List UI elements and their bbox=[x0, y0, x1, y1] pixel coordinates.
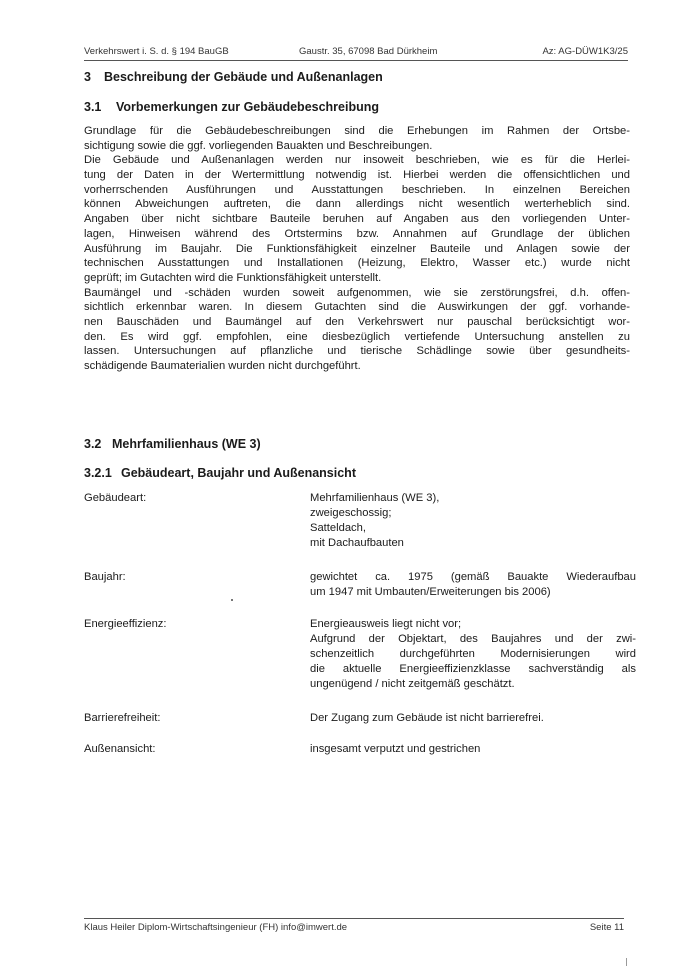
value-line: die aktuelle Energieeffizienzklasse sachverständig als bbox=[310, 663, 636, 675]
exterior-label: Außenansicht: bbox=[84, 743, 156, 755]
paragraph-line: geprüft; im Gutachten wird die Funktionsfähigkeit unterstellt. bbox=[84, 271, 382, 284]
section-3-number: 3 bbox=[84, 70, 91, 84]
accessibility-label: Barrierefreiheit: bbox=[84, 712, 161, 724]
building-type-value bbox=[310, 491, 636, 551]
exterior-value bbox=[310, 742, 636, 757]
value-line: mit Dachaufbauten bbox=[310, 537, 404, 549]
value-line: Der Zugang zum Gebäude ist nicht barrierefrei. bbox=[310, 712, 544, 724]
value-line: schenzeitlich durchgeführten Modernisierungen wird bbox=[310, 648, 636, 660]
section-3-2-heading bbox=[84, 437, 261, 451]
page-header bbox=[84, 44, 628, 61]
section-3-1-heading bbox=[84, 100, 379, 114]
page-footer bbox=[84, 918, 624, 933]
paragraph-line: Ausführung im Baujahr. Die Funktionsfähigkeit einzelner Bauteile und Anlagen sowie der bbox=[84, 242, 630, 255]
year-built-value bbox=[310, 570, 636, 600]
paragraph-line: schädigende Baumaterialien wurden nicht durchgeführt. bbox=[84, 360, 361, 372]
paragraph-line: Baumängel und -schäden wurden soweit aufgenommen, wie sie zerstörungsfrei, d.h. offen- bbox=[84, 286, 630, 299]
value-line: Satteldach, bbox=[310, 522, 366, 534]
energy-efficiency-value bbox=[310, 617, 636, 692]
building-type-label: Gebäudeart: bbox=[84, 492, 147, 504]
value-line: Aufgrund der Objektart, des Baujahres und der zwi- bbox=[310, 633, 636, 645]
section-3-2-1-title: Gebäudeart, Baujahr und Außenansicht bbox=[121, 466, 356, 480]
value-line: Mehrfamilienhaus (WE 3), bbox=[310, 492, 440, 504]
value-line: um 1947 mit Umbauten/Erweiterungen bis 2006) bbox=[310, 586, 551, 598]
paragraph-line: nen Bauschäden und Baumängel auf den Verkehrswert nur pauschal berücksichtigt wor- bbox=[84, 315, 630, 328]
paragraph-line: technischen Ausstattungen und Installationen (Heizung, Elektro, Wasser etc.) wurde nicht bbox=[84, 257, 630, 270]
section-3-1-number: 3.1 bbox=[84, 100, 102, 114]
accessibility-value bbox=[310, 711, 636, 726]
paragraph-line: Angaben über nicht sichtbare Bauteile beruhen auf Angaben aus den vorliegenden Unter- bbox=[84, 213, 630, 226]
footer-page-number: Seite 11 bbox=[589, 922, 624, 933]
section-3-2-1-heading bbox=[84, 466, 356, 480]
preliminary-remarks-paragraph bbox=[84, 124, 630, 374]
header-left-text: Verkehrswert i. S. d. § 194 BauGB bbox=[84, 46, 229, 57]
paragraph-line: vorherrschenden Ausführungen und Ausstattungen beschrieben. In einzelnen Bereichen bbox=[84, 183, 630, 196]
section-3-1-title: Vorbemerkungen zur Gebäudebeschreibung bbox=[116, 100, 380, 114]
section-3-title: Beschreibung der Gebäude und Außenanlagen bbox=[104, 70, 383, 84]
value-line: insgesamt verputzt und gestrichen bbox=[310, 743, 481, 755]
value-line: ungenügend / nicht zeitgemäß geschätzt. bbox=[310, 678, 515, 690]
footer-author: Klaus Heiler Diplom-Wirtschaftsingenieur (FH) info@imwert.de bbox=[84, 922, 348, 933]
section-3-heading bbox=[84, 70, 383, 84]
paragraph-line: Grundlage für die Gebäudebeschreibungen sind die Erhebungen im Rahmen der Ortsbe- bbox=[84, 125, 630, 137]
scan-artifact bbox=[231, 599, 233, 601]
scan-artifact bbox=[626, 958, 627, 966]
paragraph-line: Die Gebäude und Außenanlagen werden nur insoweit beschrieben, wie es für die Herlei- bbox=[84, 154, 630, 167]
paragraph-line: sichtlich erkennbar waren. In diesem Gutachten sind die Auswirkungen der ggf. vorhande- bbox=[84, 301, 630, 314]
header-file-number: Az: AG-DÜW1K3/25 bbox=[542, 46, 628, 57]
value-line: zweigeschossig; bbox=[310, 507, 392, 519]
paragraph-line: lagen, Hinweisen während des Ortstermins bzw. Annahmen auf Grundlage der üblichen bbox=[84, 227, 630, 240]
section-3-2-number: 3.2 bbox=[84, 437, 102, 451]
section-3-2-1-number: 3.2.1 bbox=[84, 466, 112, 480]
paragraph-line: tung der Daten in der Wertermittlung notwendig ist. Hierbei werden die offensichtlichen und bbox=[84, 169, 630, 182]
header-address: Gaustr. 35, 67098 Bad Dürkheim bbox=[299, 46, 438, 57]
value-line: Energieausweis liegt nicht vor; bbox=[310, 618, 462, 630]
paragraph-line: lassen. Untersuchungen auf pflanzliche und tierische Schädlinge sowie über gesundheits- bbox=[84, 345, 630, 358]
paragraph-line: den. Es wird ggf. empfohlen, eine diesbezüglich vertiefende Untersuchung anstellen zu bbox=[84, 330, 630, 343]
paragraph-line: sichtigung sowie die ggf. vorliegenden Bauakten und Beschreibungen. bbox=[84, 139, 433, 152]
paragraph-line: können Abweichungen auftreten, die dann allerdings nicht wesentlich werterheblich sind. bbox=[84, 198, 630, 211]
year-built-label: Baujahr: bbox=[84, 571, 126, 583]
value-line: gewichtet ca. 1975 (gemäß Bauakte Wiederaufbau bbox=[310, 571, 636, 583]
energy-efficiency-label: Energieeffizienz: bbox=[84, 618, 167, 630]
section-3-2-title: Mehrfamilienhaus (WE 3) bbox=[112, 437, 261, 451]
